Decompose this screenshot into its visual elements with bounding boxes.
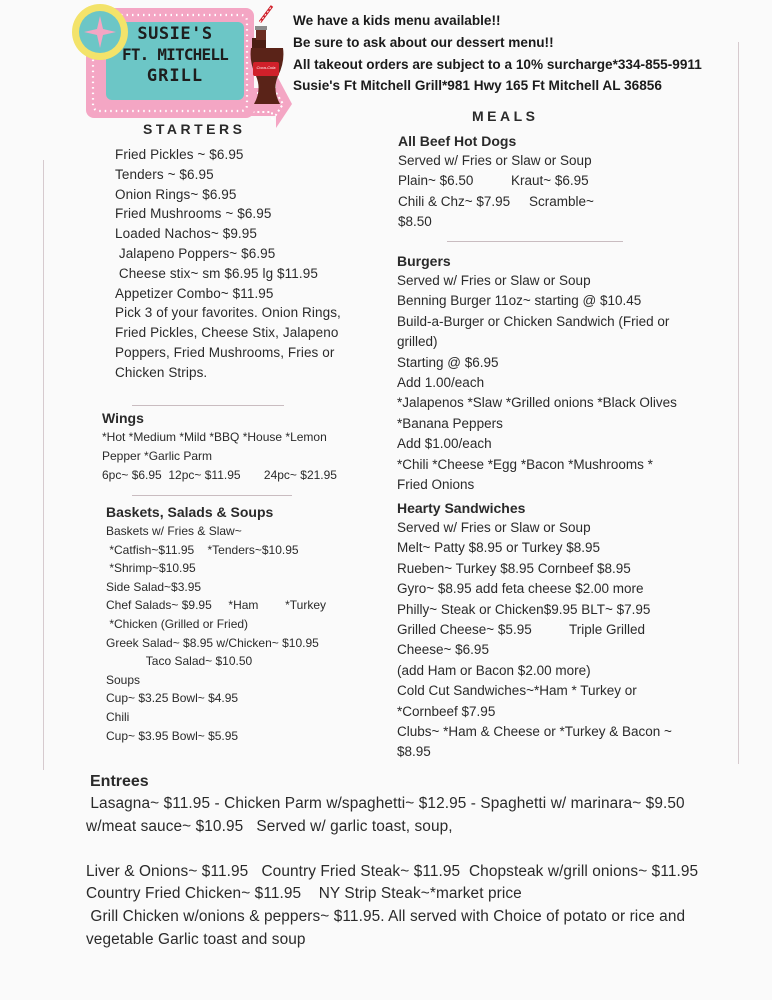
sandwiches-line: Melt~ Patty $8.95 or Turkey $8.95 bbox=[397, 540, 600, 556]
starters-line: Fried Pickles ~ $6.95 bbox=[115, 147, 244, 162]
starters-line: Chicken Strips. bbox=[115, 364, 208, 380]
wings-line: Pepper *Garlic Parm bbox=[102, 449, 213, 463]
baskets-line: Greek Salad~ $8.95 w/Chicken~ $10.95 bbox=[106, 635, 319, 650]
hotdogs-line: Served w/ Fries or Slaw or Soup bbox=[398, 153, 592, 168]
wings-line: *Hot *Medium *Mild *BBQ *House *Lemon bbox=[102, 430, 327, 444]
wings-section bbox=[102, 409, 337, 485]
baskets-line: Soups bbox=[106, 672, 141, 687]
info-surcharge: All takeout orders are subject to a 10% surcharge*334-855-9911 bbox=[293, 56, 702, 72]
sandwiches-line: *Cornbeef $7.95 bbox=[397, 703, 496, 719]
hotdogs-section bbox=[398, 131, 594, 233]
baskets-line: Baskets w/ Fries & Slaw~ bbox=[106, 524, 242, 538]
starters-line: Jalapeno Poppers~ $6.95 bbox=[115, 245, 276, 261]
hotdogs-title: All Beef Hot Dogs bbox=[398, 133, 517, 149]
burgers-line: Build-a-Burger or Chicken Sandwich (Fried or bbox=[397, 313, 670, 329]
burgers-line: Served w/ Fries or Slaw or Soup bbox=[397, 273, 591, 288]
burgers-line: Fried Onions bbox=[397, 477, 475, 493]
divider-starters bbox=[132, 405, 284, 406]
starters-line: Poppers, Fried Mushrooms, Fries or bbox=[115, 344, 335, 360]
starters-line: Fried Pickles, Cheese Stix, Jalapeno bbox=[115, 325, 339, 341]
entrees-line: Lasagna~ $11.95 - Chicken Parm w/spaghetti~ $12.95 - Spaghetti w/ marinara~ $9.50 bbox=[86, 795, 685, 812]
info-address: Susie's Ft Mitchell Grill*981 Hwy 165 Ft Mitchell AL 36856 bbox=[293, 78, 662, 94]
logo-line-2: FT. MITCHELL bbox=[122, 45, 228, 64]
baskets-section bbox=[106, 503, 326, 745]
sandwiches-line: Cheese~ $6.95 bbox=[397, 642, 489, 658]
wings-title: Wings bbox=[102, 410, 144, 426]
starters-line: Appetizer Combo~ $11.95 bbox=[115, 285, 274, 301]
burgers-line: Starting @ $6.95 bbox=[397, 354, 499, 370]
starters-line: Pick 3 of your favorites. Onion Rings, bbox=[115, 305, 341, 321]
starters-line: Fried Mushrooms ~ $6.95 bbox=[115, 206, 272, 222]
entrees-line: Country Fried Chicken~ $11.95 NY Strip Steak~*market price bbox=[86, 885, 522, 903]
right-vertical-rule bbox=[738, 42, 739, 764]
sandwiches-line: Clubs~ *Ham & Cheese or *Turkey & Bacon ~ bbox=[397, 724, 672, 740]
sandwiches-line: Grilled Cheese~ $5.95 Triple Grilled bbox=[397, 622, 645, 638]
burgers-line: *Banana Peppers bbox=[397, 415, 503, 431]
hotdogs-line: $8.50 bbox=[398, 214, 432, 230]
baskets-line: Cup~ $3.95 Bowl~ $5.95 bbox=[106, 728, 239, 743]
sandwiches-line: $8.95 bbox=[397, 744, 431, 760]
baskets-line: Taco Salad~ $10.50 bbox=[106, 654, 253, 669]
info-kids-menu: We have a kids menu available!! bbox=[293, 13, 501, 28]
logo-text bbox=[106, 23, 244, 87]
baskets-line: Chef Salads~ $9.95 *Ham *Turkey bbox=[106, 598, 326, 613]
info-block bbox=[293, 10, 702, 97]
baskets-line: *Catfish~$11.95 *Tenders~$10.95 bbox=[106, 542, 299, 557]
baskets-line: Side Salad~$3.95 bbox=[106, 579, 202, 594]
sandwiches-line: Rueben~ Turkey $8.95 Cornbeef $8.95 bbox=[397, 560, 631, 576]
sandwiches-section bbox=[397, 498, 672, 763]
entrees-line: w/meat sauce~ $10.95 Served w/ garlic toast, soup, bbox=[86, 817, 453, 835]
burgers-line: Add $1.00/each bbox=[397, 436, 492, 452]
starters-line: Cheese stix~ sm $6.95 lg $11.95 bbox=[115, 265, 318, 281]
logo-line-3: GRILL bbox=[146, 66, 204, 86]
divider-wings bbox=[132, 495, 292, 496]
sandwiches-line: Served w/ Fries or Slaw or Soup bbox=[397, 520, 591, 535]
baskets-line: Cup~ $3.25 Bowl~ $4.95 bbox=[106, 691, 239, 706]
entrees-title: Entrees bbox=[90, 773, 149, 790]
burgers-line: Add 1.00/each bbox=[397, 375, 485, 391]
burgers-line: *Jalapenos *Slaw *Grilled onions *Black Olives bbox=[397, 395, 677, 411]
entrees-line bbox=[86, 838, 698, 861]
entrees-section bbox=[86, 793, 698, 951]
starters-line: Loaded Nachos~ $9.95 bbox=[115, 226, 257, 242]
entrees-line: Liver & Onions~ $11.95 Country Fried Steak~ $11.95 Chopsteak w/grill onions~ $11.95 bbox=[86, 862, 699, 880]
hotdogs-line: Plain~ $6.50 Kraut~ $6.95 bbox=[398, 173, 589, 189]
sandwiches-line: Gyro~ $8.95 add feta cheese $2.00 more bbox=[397, 581, 644, 597]
left-vertical-rule bbox=[43, 160, 44, 770]
divider-hotdogs bbox=[447, 241, 623, 242]
starters-title: STARTERS bbox=[143, 121, 246, 137]
burgers-line: *Chili *Cheese *Egg *Bacon *Mushrooms * bbox=[397, 456, 653, 472]
burgers-title: Burgers bbox=[397, 253, 451, 269]
baskets-title: Baskets, Salads & Soups bbox=[106, 504, 274, 520]
sandwiches-title: Hearty Sandwiches bbox=[397, 500, 526, 516]
logo bbox=[66, 0, 292, 128]
info-dessert: Be sure to ask about our dessert menu!! bbox=[293, 34, 554, 50]
baskets-line: *Chicken (Grilled or Fried) bbox=[106, 616, 249, 631]
meals-title: MEALS bbox=[472, 108, 539, 124]
baskets-line: *Shrimp~$10.95 bbox=[106, 561, 196, 576]
wings-line: 6pc~ $6.95 12pc~ $11.95 24pc~ $21.95 bbox=[102, 468, 337, 482]
burgers-line: grilled) bbox=[397, 334, 438, 350]
entrees-line: vegetable Garlic toast and soup bbox=[86, 930, 306, 948]
baskets-line: Chili bbox=[106, 709, 130, 724]
entrees-line: Grill Chicken w/onions & peppers~ $11.95. All served with Choice of potato or rice and bbox=[86, 907, 686, 925]
bottle-label: Coca-Cola bbox=[256, 65, 276, 70]
burgers-line: Benning Burger 11oz~ starting @ $10.45 bbox=[397, 293, 642, 309]
starters-line: Tenders ~ $6.95 bbox=[115, 166, 214, 182]
starters-line: Onion Rings~ $6.95 bbox=[115, 186, 237, 202]
hotdogs-line: Chili & Chz~ $7.95 Scramble~ bbox=[398, 193, 594, 209]
logo-line-1: SUSIE'S bbox=[137, 24, 213, 44]
burgers-section bbox=[397, 252, 677, 495]
sandwiches-line: Cold Cut Sandwiches~*Ham * Turkey or bbox=[397, 683, 637, 699]
sandwiches-line: Philly~ Steak or Chicken$9.95 BLT~ $7.95 bbox=[397, 601, 651, 617]
sandwiches-line: (add Ham or Bacon $2.00 more) bbox=[397, 662, 591, 678]
starters-list bbox=[115, 145, 341, 383]
